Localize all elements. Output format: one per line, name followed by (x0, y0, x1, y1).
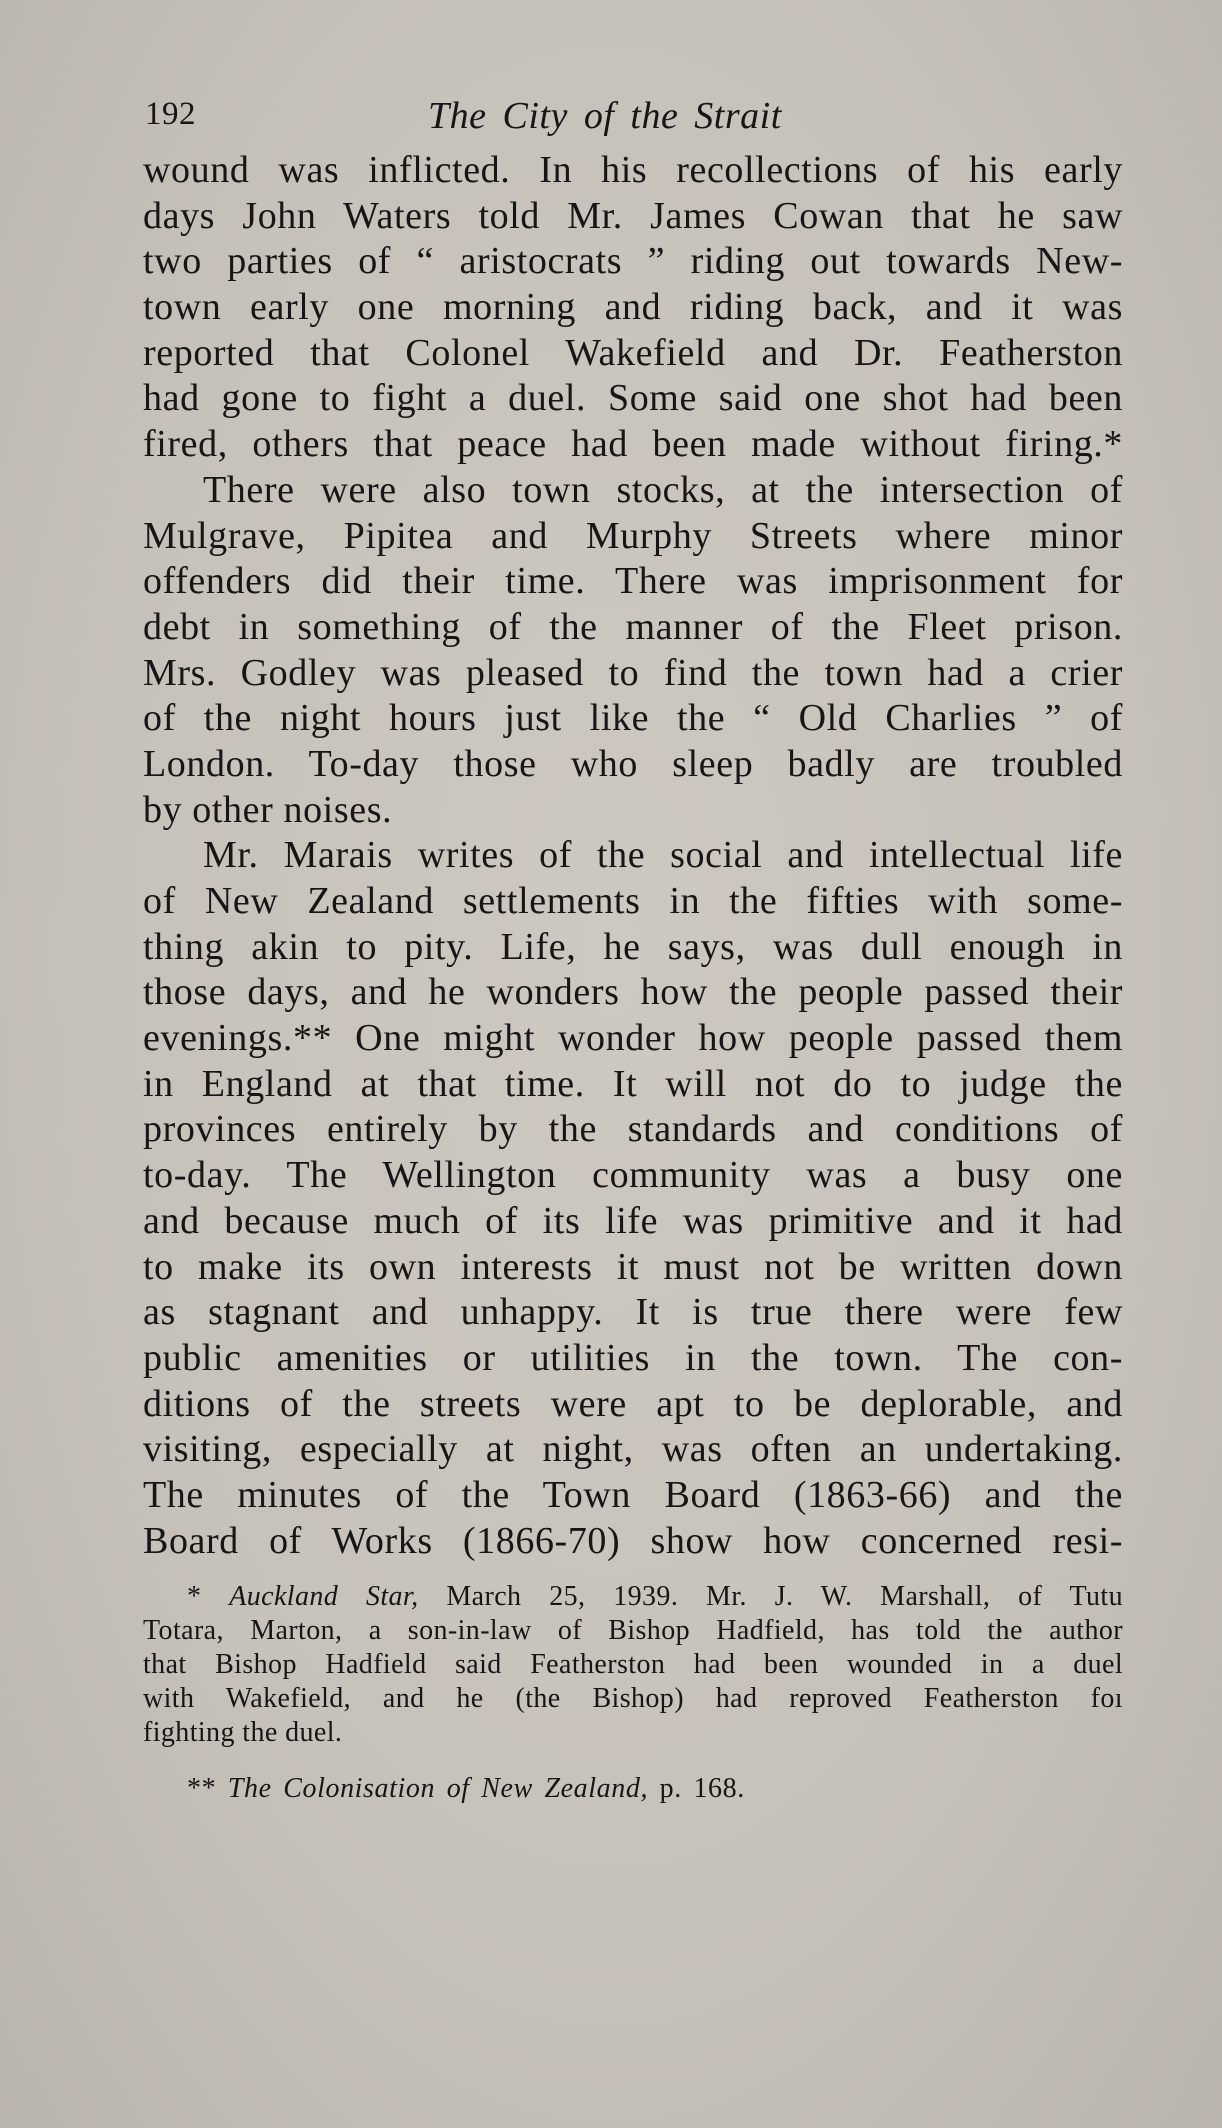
text-line: ditions of the streets were apt to be deplorable, and (143, 1382, 1123, 1425)
text-line: to-day. The Wellington community was a busy one (143, 1154, 1123, 1197)
text-line: public amenities or utilities in the town. The con- (143, 1336, 1123, 1379)
footnotes (143, 1580, 1123, 1806)
text-line: of New Zealand settlements in the fifties with some- (143, 880, 1123, 922)
running-head (143, 88, 1123, 144)
running-title: The City of the Strait (428, 95, 782, 137)
text-line: visiting, especially at night, was often an undertaking. (143, 1428, 1123, 1471)
text-line: fired, others that peace had been made without firing.* (143, 423, 1123, 466)
footnote-line: fighting the duel. (143, 1717, 343, 1749)
book-page (143, 88, 1123, 1806)
text-line: to make its own interests it must not be written down (143, 1245, 1123, 1288)
text-line: Board of Works (1866-70) show how concerned resi- (143, 1519, 1123, 1562)
text-line: debt in something of the manner of the Fleet prison. (143, 605, 1123, 648)
text-line: Mrs. Godley was pleased to find the town had a crier (143, 651, 1123, 694)
text-line: those days, and he wonders how the people passed their (143, 971, 1123, 1014)
text-line: wound was inflicted. In his recollections of his early (143, 149, 1123, 191)
text-line: thing akin to pity. Life, he says, was dull enough in (143, 925, 1123, 968)
text-line: two parties of “ aristocrats ” riding out towards New- (143, 240, 1123, 283)
text-line: of the night hours just like the “ Old Charlies ” of (143, 697, 1123, 740)
text-line: The minutes of the Town Board (1863-66) and the (143, 1473, 1123, 1516)
text-line: Mulgrave, Pipitea and Murphy Streets where minor (143, 514, 1123, 557)
text-line: days John Waters told Mr. James Cowan that he saw (143, 194, 1123, 237)
footnote-1-first-line (143, 1580, 1123, 1614)
footnote-book-title: The Colonisation of New Zealand, (227, 1773, 649, 1805)
footnote-line: with Wakefield, and he (the Bishop) had reproved Featherston foı (143, 1683, 1123, 1715)
body-text (143, 148, 1123, 1564)
paragraph-start-line: Mr. Marais writes of the social and intellectual life (203, 834, 1123, 877)
text-line: provinces entirely by the standards and conditions of (143, 1108, 1123, 1151)
text-line: London. To-day those who sleep badly are troubled (143, 742, 1123, 785)
text-line: offenders did their time. There was imprisonment for (143, 560, 1123, 603)
footnote-marker: ** (187, 1773, 217, 1805)
text-line: reported that Colonel Wakefield and Dr. Featherston (143, 331, 1123, 374)
page-number: 192 (145, 96, 196, 132)
text-line: had gone to fight a duel. Some said one shot had been (143, 377, 1123, 420)
text-line: and because much of its life was primitive and it had (143, 1199, 1123, 1242)
footnote-2 (143, 1772, 1123, 1806)
paragraph-start-line: There were also town stocks, at the intersection of (203, 468, 1123, 511)
paragraph-end-line: by other noises. (143, 788, 393, 831)
footnote-line: that Bishop Hadfield said Featherston had been wounded in a duel (143, 1649, 1123, 1681)
text-line: town early one morning and riding back, and it was (143, 286, 1123, 329)
footnote-page-ref: p. 168. (659, 1773, 745, 1805)
text-line: as stagnant and unhappy. It is true there were few (143, 1291, 1123, 1334)
text-line: evenings.** One might wonder how people passed them (143, 1017, 1123, 1060)
footnote-line: Totara, Marton, a son-in-law of Bishop Hadfield, has told the author (143, 1615, 1123, 1647)
text-line: in England at that time. It will not do to judge the (143, 1062, 1123, 1105)
footnote-text: March 25, 1939. Mr. J. W. Marshall, of Tutu (446, 1581, 1123, 1613)
footnote-source-title: Auckland Star, (229, 1581, 419, 1613)
footnote-marker: * (187, 1581, 202, 1613)
